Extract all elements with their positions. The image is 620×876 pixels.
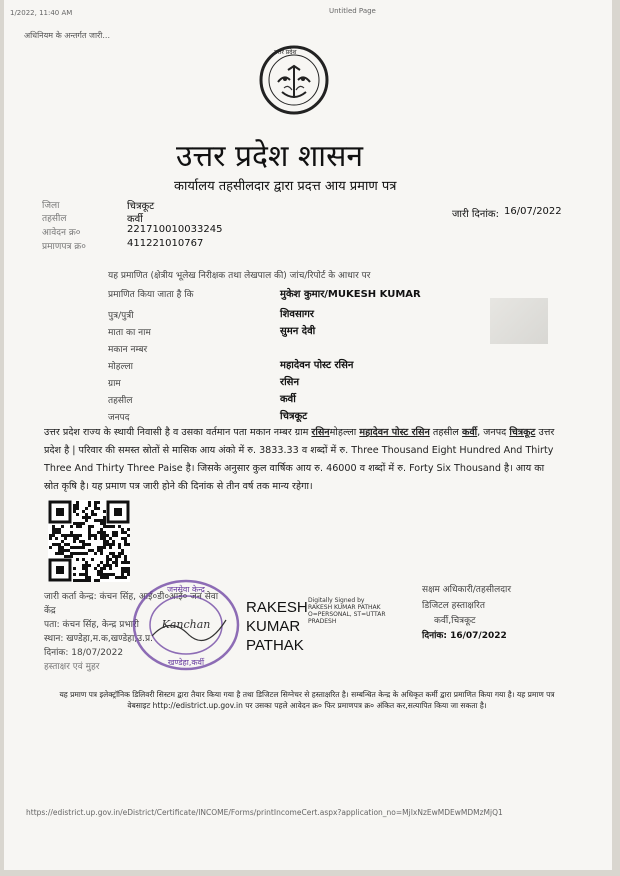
application-number: 221710010033245	[127, 224, 223, 235]
authority-date: दिनांक: 16/07/2022	[422, 631, 507, 641]
issuer-line-6: हस्ताक्षर एवं मुहर	[44, 662, 100, 672]
parent-label: पुत्र/पुत्री	[108, 311, 134, 321]
digital-sign-line-4: PRADESH	[308, 618, 337, 625]
intro-line-2: प्रमाणित किया जाता है कि	[108, 290, 194, 300]
issue-date-label: जारी दिनांक:	[452, 209, 499, 220]
stamp-top-text: जनसेवा केन्द्र	[167, 585, 205, 594]
page-subtitle: कार्यालय तहसीलदार द्वारा प्रदत्त आय प्रमाण पत्र	[174, 179, 397, 194]
issuer-line-3: पता: कंचन सिंह, केन्द्र प्रभारी	[44, 620, 139, 630]
detail-tehsil-value: कर्वी	[280, 394, 296, 405]
para-text: है। जिसके अनुसार कुल वार्षिक आय रु.	[185, 463, 324, 474]
para-text: है। आय का स्रोत कृषि है। यह प्रमाण पत्र जारी होने की दिनांक से तीन वर्ष तक मान्य रहेगा।	[44, 463, 545, 492]
page-title: उत्तर प्रदेश शासन	[176, 139, 364, 174]
page-url: https://edistrict.up.gov.in/eDistrict/Certificate/INCOME/Forms/printIncomeCert.aspx?application_no=MjIxNzEwMDEwMDMzMjQ1	[26, 808, 503, 817]
application-label: आवेदन क्र०	[42, 228, 81, 238]
issuer-line-2: केंद्र	[44, 606, 56, 616]
para-text: व शब्दों में रु.	[359, 463, 406, 474]
mohalla-value: महादेवन पोस्ट रसिन	[280, 360, 354, 371]
detail-tehsil-label: तहसील	[108, 396, 133, 406]
tehsil-value: कर्वी	[127, 214, 143, 225]
certificate-paragraph	[44, 424, 560, 496]
para-text: मोहल्ला	[329, 427, 357, 438]
digital-sign-info	[308, 597, 388, 625]
emblem-text: उत्तर प्रदेश	[274, 49, 297, 56]
para-annual-income: 46000	[326, 463, 357, 474]
village-value: रसिन	[280, 377, 299, 388]
stamp-signature: Kanchan	[161, 618, 211, 631]
para-monthly-words: Three Thousand Eight Hundred And Thirty Three And Thirty Three Paise	[44, 445, 554, 474]
para-annual-words: Forty Six Thousand	[409, 463, 501, 474]
browser-page-title: Untitled Page	[329, 7, 376, 15]
top-note: अधिनियम के अन्तर्गत जारी...	[24, 31, 110, 40]
district-label: जिला	[42, 201, 60, 211]
para-text: व शब्दों में रु.	[301, 445, 349, 456]
authority-line-2: डिजिटल हस्ताक्षरित	[422, 601, 485, 611]
authority-line-3: कर्वी,चित्रकूट	[434, 616, 476, 626]
para-text: उत्तर प्रदेश राज्य के स्थायी निवासी है व उसका वर्तमान पता मकान नम्बर ग्राम	[44, 427, 309, 438]
detail-district-label: जनपद	[108, 413, 130, 423]
para-district: चित्रकूट	[509, 427, 536, 438]
para-village: रसिन	[311, 427, 330, 438]
parent-value: शिवसागर	[280, 309, 315, 320]
applicant-photo	[490, 298, 548, 344]
para-text: तहसील	[432, 427, 459, 438]
authority-line-1: सक्षम अधिकारी/तहसीलदार	[422, 585, 512, 595]
certificate-number: 411221010767	[127, 238, 204, 249]
issue-date: 16/07/2022	[504, 206, 562, 217]
browser-time: 1/2022, 11:40 AM	[10, 9, 73, 17]
village-label: ग्राम	[108, 379, 121, 389]
para-mohalla: महादेवन पोस्ट रसिन	[359, 427, 430, 438]
issuer-line-4: स्थान: खण्डेहा,म.क,खण्डेहा,उ.प्र.	[44, 634, 153, 644]
digital-sign-line-3: O=PERSONAL, ST=UTTAR	[308, 611, 386, 618]
mother-label: माता का नाम	[108, 328, 151, 338]
issuer-line-1: जारी कर्ता केन्द्र: कंचन सिंह, आई०डी०आई० जन सेवा	[44, 592, 219, 602]
footer-note: यह प्रमाण पत्र इलेक्ट्रॉनिक डिलिवरी सिस्टम द्वारा तैयार किया गया है तथा डिजिटल सिग्नेचर से हस्ताक्षरित है। सम्बन्धित केन्द्र के अधिकृत कर्मी द्वारा प्रमाणित किया गया है। यह प्रमाण पत्र वेबसाइट http://edistrict.up.gov.in पर उसका पहले आवेदन क्र० फिर प्रमाणपत्र क्र० अंकित कर,सत्यापित किया जा सकता है।	[59, 690, 555, 710]
district-value: चित्रकूट	[127, 201, 155, 212]
detail-district-value: चित्रकूट	[280, 411, 308, 422]
digital-sign-line-2: RAKESH KUMAR PATHAK	[308, 604, 381, 611]
issuer-line-5: दिनांक: 18/07/2022	[44, 648, 124, 658]
stamp-bottom-text: खण्डेहा,कर्वी	[167, 658, 205, 667]
mother-value: सुमन देवी	[280, 326, 316, 337]
certificate-label: प्रमाणपत्र क्र०	[42, 242, 86, 252]
para-text: उत्तर प्रदेश है | परिवार की समस्त स्रोतों से मासिक आय अंको में रु.	[44, 427, 555, 456]
para-tehsil: कर्वी	[461, 427, 478, 438]
house-label: मकान नम्बर	[108, 345, 148, 355]
applicant-name: मुकेश कुमार/MUKESH KUMAR	[280, 289, 421, 300]
signer-name: RAKESH KUMAR PATHAK	[246, 599, 308, 654]
digital-sign-line-1: Digitally Signed by	[308, 597, 365, 604]
intro-line-1: यह प्रमाणित (क्षेत्रीय भूलेख निरीक्षक तथा लेखपाल की) जांच/रिपोर्ट के आधार पर	[108, 271, 371, 281]
tehsil-label: तहसील	[42, 214, 67, 224]
mohalla-label: मोहल्ला	[108, 362, 133, 372]
certificate-page	[4, 0, 612, 870]
qr-code-icon	[48, 500, 130, 582]
para-monthly-income: 3833.33	[259, 445, 299, 456]
para-text: , जनपद	[477, 427, 507, 438]
center-stamp-icon	[130, 576, 242, 674]
